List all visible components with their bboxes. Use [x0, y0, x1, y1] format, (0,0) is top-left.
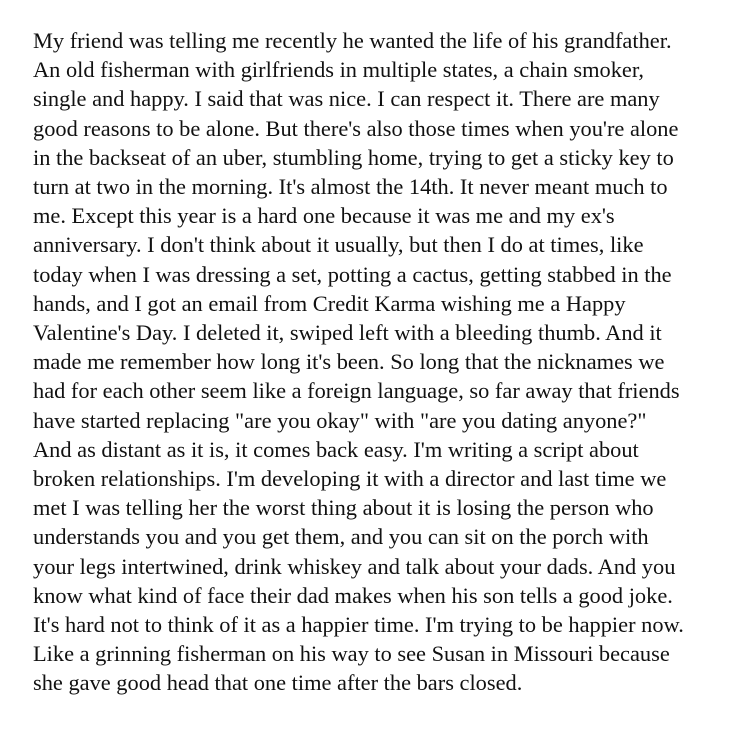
text-line: It's hard not to think of it as a happier time. I'm trying to be happier now. — [33, 612, 684, 638]
text-line: today when I was dressing a set, potting a cactus, getting stabbed in the — [33, 261, 672, 287]
text-line: broken relationships. I'm developing it with a director and last time we — [33, 466, 667, 492]
text-line: met I was telling her the worst thing about it is losing the person who — [33, 495, 654, 521]
text-line: Valentine's Day. I deleted it, swiped left with a bleeding thumb. And it — [33, 320, 662, 346]
text-line: in the backseat of an uber, stumbling home, trying to get a sticky key to — [33, 144, 674, 170]
text-line: understands you and you get them, and you can sit on the porch with — [33, 524, 649, 550]
text-line: your legs intertwined, drink whiskey and talk about your dads. And you — [33, 553, 676, 579]
text-line: And as distant as it is, it comes back easy. I'm writing a script about — [33, 436, 639, 462]
text-line: My friend was telling me recently he wanted the life of his grandfather. — [33, 28, 672, 53]
text-line: have started replacing "are you okay" with "are you dating anyone?" — [33, 407, 647, 433]
text-line: she gave good head that one time after the bars closed. — [33, 670, 523, 696]
text-line: good reasons to be alone. But there's also those times when you're alone — [33, 115, 679, 141]
text-line: hands, and I got an email from Credit Karma wishing me a Happy — [33, 290, 626, 316]
text-line: turn at two in the morning. It's almost the 14th. It never meant much to — [33, 174, 668, 200]
text-line: anniversary. I don't think about it usually, but then I do at times, like — [33, 232, 644, 258]
text-line: An old fisherman with girlfriends in multiple states, a chain smoker, — [33, 57, 644, 83]
text-line: single and happy. I said that was nice. I can respect it. There are many — [33, 86, 660, 112]
text-line: Like a grinning fisherman on his way to see Susan in Missouri because — [33, 641, 670, 667]
text-line: had for each other seem like a foreign language, so far away that friends — [33, 378, 680, 404]
text-line: know what kind of face their dad makes when his son tells a good joke. — [33, 582, 673, 608]
text-line: made me remember how long it's been. So long that the nicknames we — [33, 349, 665, 375]
body-paragraph — [33, 26, 733, 698]
text-line: me. Except this year is a hard one because it was me and my ex's — [33, 203, 615, 229]
